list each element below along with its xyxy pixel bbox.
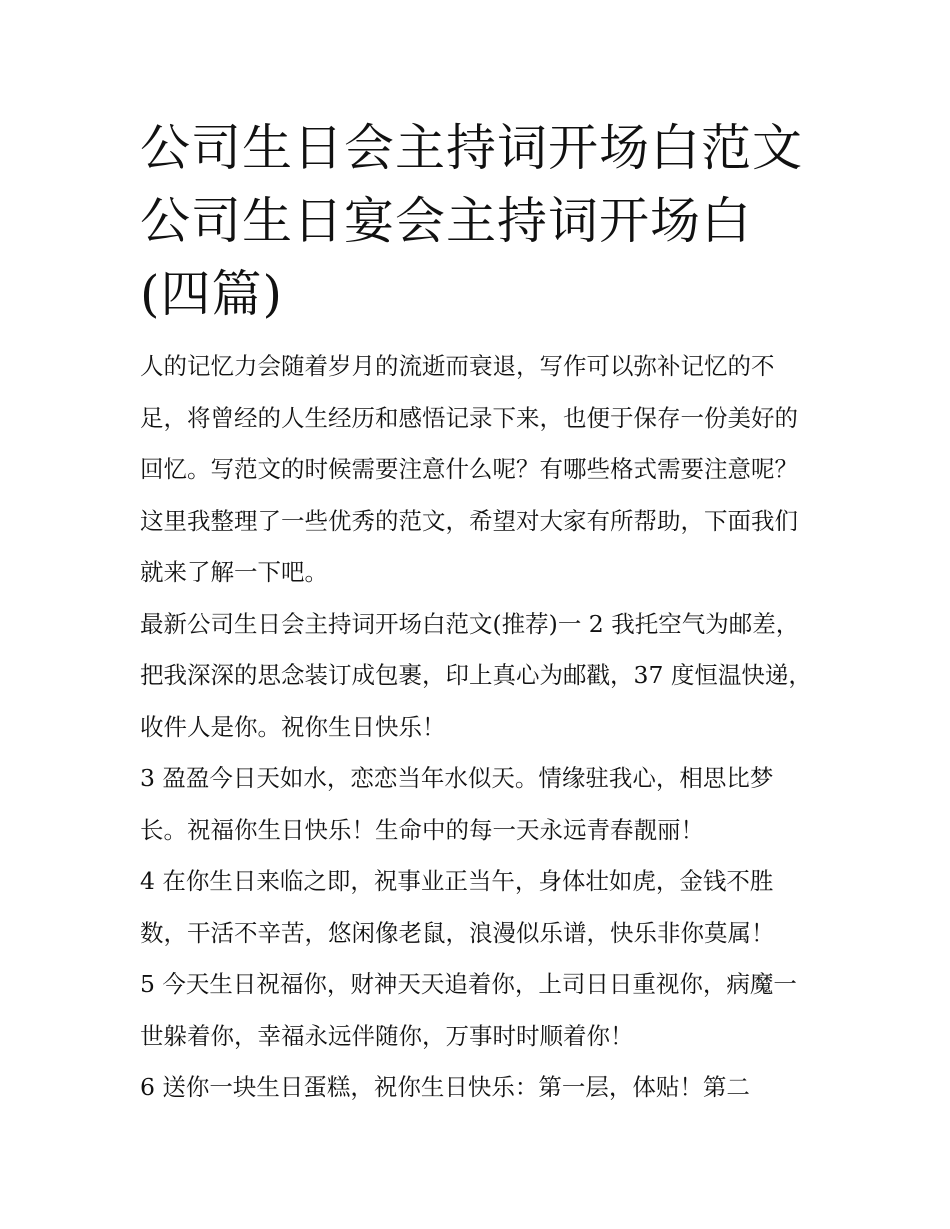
document-page <box>140 112 815 1114</box>
wish-paragraph-5: 5 今天生日祝福你，财神天天追着你，上司日日重视你，病魔一世躲着你，幸福永远伴随你，万事时时顺着你！ <box>140 970 797 1050</box>
intro-paragraph: 人的记忆力会随着岁月的流逝而衰退，写作可以弥补记忆的不足，将曾经的人生经历和感悟记录下来，也便于保存一份美好的回忆。写范文的时候需要注意什么呢？有哪些格式需要注意呢？这里我整理了一些优秀的范文，希望对大家有所帮助，下面我们就来了解一下吧。 <box>140 352 798 586</box>
document-title: 公司生日会主持词开场白范文公司生日宴会主持词开场白(四篇) <box>140 119 803 323</box>
wish-paragraph-2: 最新公司生日会主持词开场白范文(推荐)一 2 我托空气为邮差，把我深深的思念装订成包裹，印上真心为邮戳，37 度恒温快递，收件人是你。祝你生日快乐！ <box>140 609 812 741</box>
wish-paragraph-3: 3 盈盈今日天如水，恋恋当年水似天。情缘驻我心，相思比梦长。祝福你生日快乐！生命中的每一天永远青春靓丽！ <box>140 764 774 844</box>
document-body <box>140 341 815 1114</box>
wish-paragraph-4: 4 在你生日来临之即，祝事业正当午，身体壮如虎，金钱不胜数，干活不辛苦，悠闲像老鼠，浪漫似乐谱，快乐非你莫属！ <box>140 867 775 947</box>
wish-paragraph-6: 6 送你一块生日蛋糕，祝你生日快乐：第一层，体贴！第二 <box>140 1073 750 1101</box>
